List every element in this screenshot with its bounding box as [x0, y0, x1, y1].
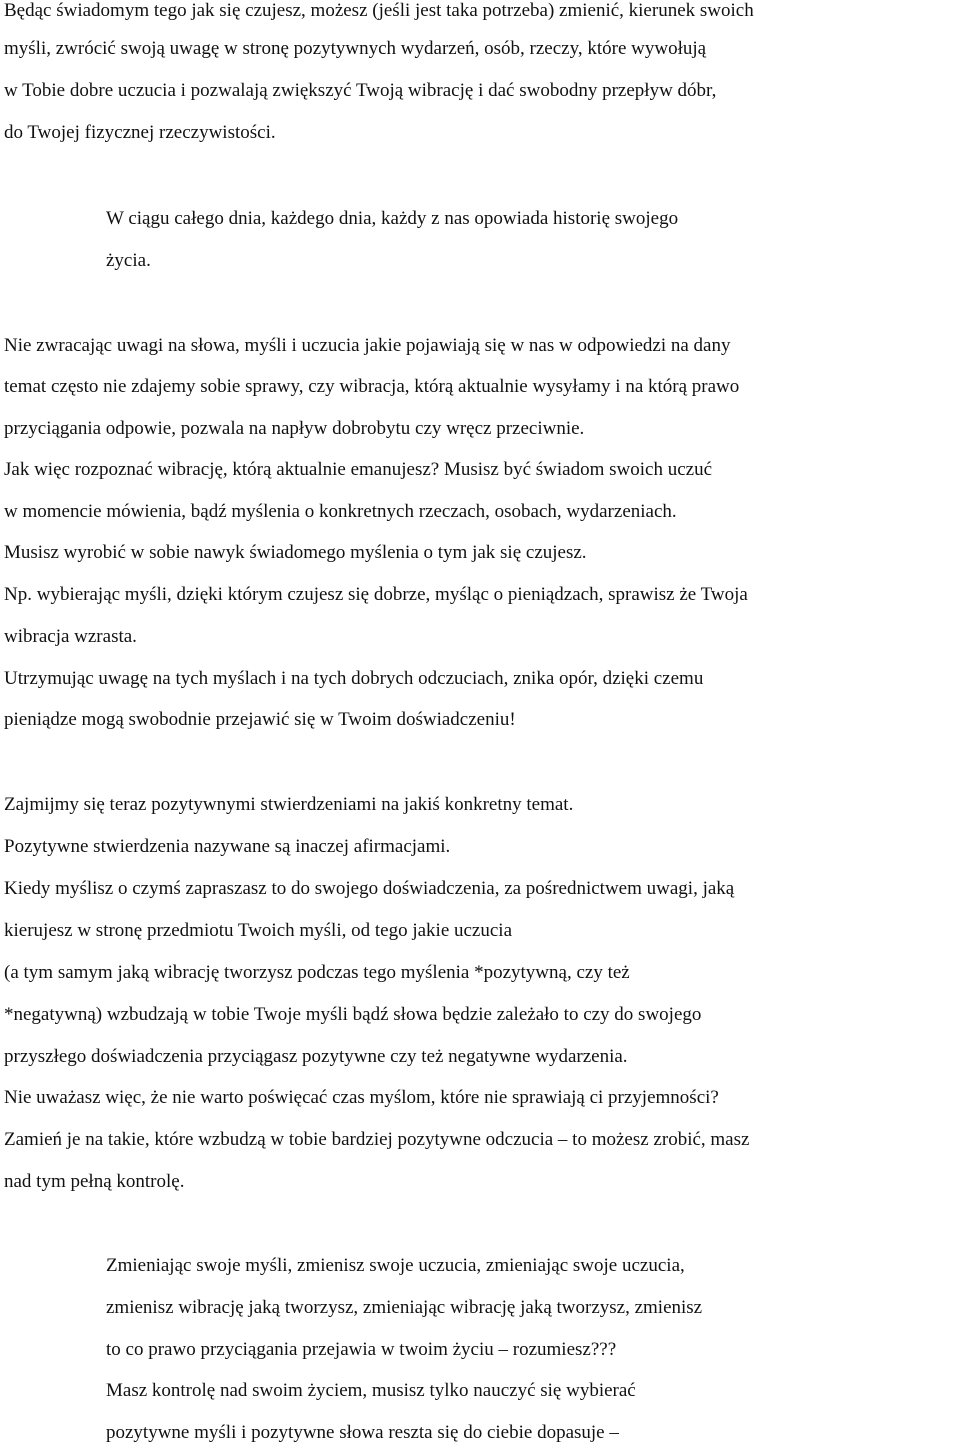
- quote-line: zmienisz wibrację jaką tworzysz, zmieniając wibrację jaką tworzysz, zmienisz: [106, 1297, 703, 1318]
- quote-line: pozytywne myśli i pozytywne słowa reszta się do ciebie dopasuje –: [106, 1422, 619, 1443]
- text-line: Utrzymując uwagę na tych myślach i na tych dobrych odczuciach, znika opór, dzięki czemu: [4, 668, 704, 689]
- text-line: *negatywną) wzbudzają w tobie Twoje myśli bądź słowa będzie zależało to czy do swojego: [4, 1004, 702, 1025]
- text-line: Musisz wyrobić w sobie nawyk świadomego myślenia o tym jak się czujesz.: [4, 542, 587, 563]
- text-line: Pozytywne stwierdzenia nazywane są inaczej afirmacjami.: [4, 836, 451, 857]
- text-line: nad tym pełną kontrolę.: [4, 1171, 185, 1192]
- text-line: Np. wybierając myśli, dzięki którym czujesz się dobrze, myśląc o pieniądzach, sprawisz że Twoja: [4, 584, 748, 605]
- text-line: Jak więc rozpoznać wibrację, którą aktualnie emanujesz? Musisz być świadom swoich uczuć: [4, 459, 713, 480]
- text-line: Nie uważasz więc, że nie warto poświęcać czas myślom, które nie sprawiają ci przyjemności?: [4, 1087, 719, 1108]
- text-line: (a tym samym jaką wibrację tworzysz podczas tego myślenia *pozytywną, czy też: [4, 962, 630, 983]
- text-line: temat często nie zdajemy sobie sprawy, czy wibracja, którą aktualnie wysyłamy i na którą prawo: [4, 376, 740, 397]
- text-line: pieniądze mogą swobodnie przejawić się w Twoim doświadczeniu!: [4, 709, 516, 730]
- text-line: w Tobie dobre uczucia i pozwalają zwiększyć Twoją wibrację i dać swobodny przepływ dóbr,: [4, 80, 717, 101]
- text-line: przyciągania odpowie, pozwala na napływ dobrobytu czy wręcz przeciwnie.: [4, 418, 585, 439]
- text-line: Nie zwracając uwagi na słowa, myśli i uczucia jakie pojawiają się w nas w odpowiedzi na dany: [4, 335, 731, 356]
- text-line: myśli, zwrócić swoją uwagę w stronę pozytywnych wydarzeń, osób, rzeczy, które wywołują: [4, 38, 707, 59]
- quote-line: to co prawo przyciągania przejawia w twoim życiu – rozumiesz???: [106, 1339, 617, 1360]
- quote-line: życia.: [106, 250, 151, 271]
- text-line: w momencie mówienia, bądź myślenia o konkretnych rzeczach, osobach, wydarzeniach.: [4, 501, 677, 522]
- text-line: wibracja wzrasta.: [4, 626, 137, 647]
- quote-line: W ciągu całego dnia, każdego dnia, każdy z nas opowiada historię swojego: [106, 208, 679, 229]
- text-line: Będąc świadomym tego jak się czujesz, możesz (jeśli jest taka potrzeba) zmienić, kierunek swoich: [4, 0, 754, 21]
- text-line: przyszłego doświadczenia przyciągasz pozytywne czy też negatywne wydarzenia.: [4, 1046, 628, 1067]
- text-line: Zamień je na takie, które wzbudzą w tobie bardziej pozytywne odczucia – to możesz zrobić, masz: [4, 1129, 750, 1150]
- text-line: Kiedy myślisz o czymś zapraszasz to do swojego doświadczenia, za pośrednictwem uwagi, jaką: [4, 878, 735, 899]
- quote-line: Masz kontrolę nad swoim życiem, musisz tylko nauczyć się wybierać: [106, 1380, 636, 1401]
- text-line: do Twojej fizycznej rzeczywistości.: [4, 122, 276, 143]
- quote-line: Zmieniając swoje myśli, zmienisz swoje uczucia, zmieniając swoje uczucia,: [106, 1255, 685, 1276]
- text-line: kierujesz w stronę przedmiotu Twoich myśli, od tego jakie uczucia: [4, 920, 513, 941]
- text-line: Zajmijmy się teraz pozytywnymi stwierdzeniami na jakiś konkretny temat.: [4, 794, 574, 815]
